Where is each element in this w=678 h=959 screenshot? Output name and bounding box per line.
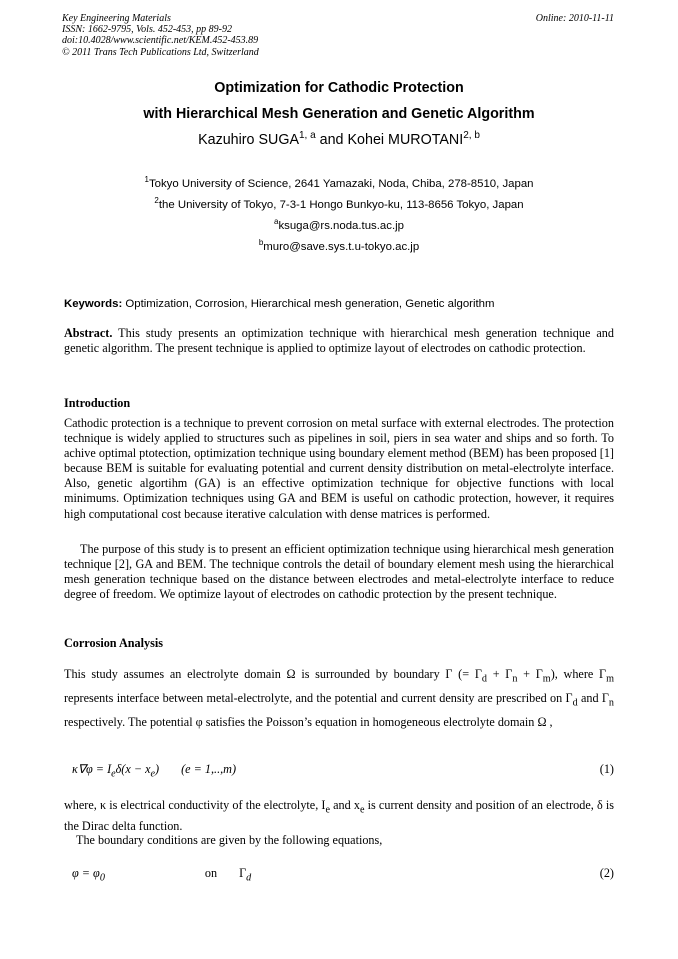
subscript-e: e [325,804,330,816]
eq1-sub: e [111,768,116,780]
corrosion-paragraph-1 [64,665,614,732]
author-conjunction: and [315,132,348,148]
author-list [40,132,638,148]
journal-header [62,13,259,58]
text-run: is current density and position of an electrode, δ is the Dirac delta function. [64,798,614,834]
subscript-m: m [606,673,614,685]
author-2: Kohei MUROTANI [347,132,464,148]
eq2-gamma-sub: d [246,872,252,884]
eq1-delta: δ(x − x [115,762,151,776]
corrosion-analysis-heading: Corrosion Analysis [64,636,163,650]
introduction-heading: Introduction [64,396,131,410]
introduction-paragraph-1: Cathodic protection is a technique to prevent corrosion on metal surface with external electrodes. The protection technique is widely applied to structures such as pipelines in soil, piers in sea water and ships and so forth. To achive optimal ptotection, optimization technique using boundary element method (BEM) has been proposed [1] because BEM is suitable for evaluating potential and current density distribution on metal-electrolyte interface. Also, genetic algortihm (GA) is an effective optimization technique for objective functions with local minimums. Optimization techniques using GA and BEM is useful on cathodic protection, however, it requires high computational cost because iterative calculation with dense matrices is performed. [64,416,614,521]
eq2-on: on [204,866,218,880]
issn-line: ISSN: 1662-9795, Vols. 452-453, pp 89-92 [62,24,232,36]
abstract-text: This study presents an optimization technique with hierarchical mesh generation technique and genetic algorithm. The present technique is applied to optimize layout of electrodes on cathodic protection. [64,326,614,356]
affiliation-1 [40,175,638,190]
eq2-gamma: Γ [239,866,247,880]
eq1-sub: e [150,768,156,780]
text-run: and x [329,798,360,812]
abstract-label: Abstract. [64,326,113,340]
affiliation-1-sup: 1 [144,175,149,185]
email-1 [40,217,638,232]
corrosion-paragraph-3: The boundary conditions are given by the following equations, [76,833,383,847]
paper-title-line2: with Hierarchical Mesh Generation and Genetic Algorithm [143,106,535,122]
equation-2 [72,866,251,883]
online-date: Online: 2010-11-11 [535,13,614,24]
text-run: where, κ is electrical conductivity of the electrolyte, I [64,798,326,812]
email-2-text: muro@save.sys.t.u-tokyo.ac.jp [263,241,420,253]
author-2-sup: 2, b [463,130,480,142]
affiliation-2-text: the University of Tokyo, 7-3-1 Hongo Bunkyo-ku, 113-8656 Tokyo, Japan [158,199,524,211]
abstract-paragraph [64,326,614,356]
text-run: + Γ [517,667,543,681]
journal-name: Key Engineering Materials [62,13,171,24]
eq1-lhs: κ∇φ = I [72,762,112,776]
equation-1-number: (1) [599,762,614,776]
keywords-text: Optimization, Corrosion, Hierarchical mesh generation, Genetic algorithm [122,298,495,310]
affiliation-2-sup: 2 [154,196,159,206]
subscript-n: n [608,697,614,709]
email-1-text: ksuga@rs.noda.tus.ac.jp [278,220,404,232]
author-1-sup: 1, a [299,130,316,142]
doi-line: doi:10.4028/www.scientific.net/KEM.452-453.89 [62,35,259,47]
keywords-label: Keywords: [64,298,123,310]
author-1: Kazuhiro SUGA [198,132,299,148]
text-run: Γ [599,667,607,681]
subscript-n: n [512,673,518,685]
keywords-line [64,298,614,310]
email-1-sup: a [274,217,279,227]
text-run: This study assumes an electrolyte domain Ω is surrounded by boundary Γ (= Γ [64,667,482,681]
subscript-d: d [572,697,578,709]
subscript-e: e [359,804,365,816]
text-run: respectively. The potential φ satisfies the Poisson’s equation in homogeneous electrolyte domain Ω , [64,715,553,730]
text-run: ), where [550,667,600,681]
text-run: represents interface between metal-electrolyte, and the potential and current density are prescribed on Γ [64,691,573,706]
eq1-close: ) [155,762,160,776]
affiliation-2 [40,196,638,211]
corrosion-paragraph-2 [64,797,614,835]
text-run: and Γ [577,691,609,706]
email-2-sup: b [258,238,264,248]
eq2-lhs: φ = φ [72,866,100,880]
eq2-sub: 0 [99,872,105,884]
subscript-m: m [542,673,551,685]
equation-2-number: (2) [599,866,614,880]
equation-1 [72,762,236,779]
subscript-d: d [481,673,487,685]
paper-title-line1: Optimization for Cathodic Protection [214,80,464,96]
affiliation-1-text: Tokyo University of Science, 2641 Yamazaki, Noda, Chiba, 278-8510, Japan [148,178,534,190]
text-run: + Γ [486,667,513,681]
eq1-range: (e = 1,..,m) [181,762,237,776]
introduction-paragraph-2: The purpose of this study is to present an efficient optimization technique using hierarchical mesh generation technique [2], GA and BEM. The technique controls the detail of boundary element mesh using the hierarchical mesh generation technique based on the distance between electrodes and metal-electrolyte interface to reduce degree of freedom. We optimize layout of electrodes on cathodic protection by the present technique. [64,542,614,602]
copyright-line: © 2011 Trans Tech Publications Ltd, Switzerland [62,46,259,58]
email-2 [40,238,638,253]
